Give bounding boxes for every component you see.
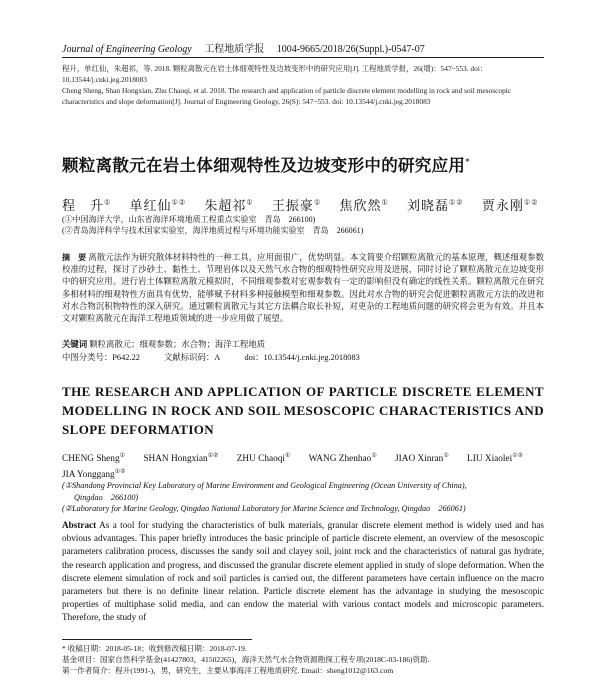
header-rule [62,57,544,58]
abstract-en-label: Abstract [62,520,97,530]
footnote-rule [62,639,252,640]
author-en: JIAO Xinran① [395,453,449,465]
abstract-zh [62,252,544,325]
affiliation-en-2: (②Laboratory for Marine Geology, Qingdao National Laboratory for Marine Science and Technology, Qingdao 266061) [62,504,466,513]
document-code: 文献标识码：A [164,353,221,362]
author-en: JIA Yonggang①② [62,469,126,481]
citation-zh: 程升，单红仙，朱超祁，等. 2018. 颗粒离散元在岩土体细观特性及边坡变形中的研究应用[J]. 工程地质学报，26(增)：547~553. doi：10.13544/j.cnki.jeg.2018083 [62,64,488,84]
doi-zh: doi：10.13544/j.cnki.jeg.2018083 [244,353,360,362]
affiliation-en-1-city: Qingdao 266100) [74,492,139,502]
footnote-funding: 基金项目：国家自然科学基金(41427803，41502265)，海洋天然气水合物资源勘探工程专项(2018C-03-186)资助. [62,655,430,664]
keywords-zh-label: 关键词 [62,340,88,349]
author-list-zh [62,195,544,214]
author-zh: 朱超祁① [204,198,254,213]
journal-name-zh: 工程地质学报 [204,44,265,55]
footnote-received: * 收稿日期：2018-05-18；收到修改稿日期：2018-07-19. [62,644,247,653]
author-zh: 刘晓磊①② [407,198,464,213]
classification-zh [62,351,544,363]
author-en: WANG Zhenhao① [308,453,377,465]
title-zh-footnote-mark: * [465,157,471,168]
author-en: CHENG Sheng① [62,453,125,465]
abstract-zh-label: 摘 要 [62,253,87,262]
abstract-en [62,519,544,625]
author-en: ZHU Chaoqi① [236,453,291,465]
author-en: LIU Xiaolei①② [467,453,523,465]
author-zh: 贾永刚①② [481,198,539,213]
issn-code: 1004-9665/2018/26(Suppl.)-0547-07 [276,44,425,55]
affiliation-en-1: (①Shandong Provincial Key Laboratory of Marine Environment and Geological Engineering (Ocean University of China), [62,481,467,490]
abstract-en-text: As a tool for studying the characteristics of bulk materials, granular discrete element method is widely used and has obvious advantages. This paper briefly introduces the basic principle of particle discrete element, an overview of the mesoscopic parameters calibration process, discusses the sandy soil and clayey soil, joint rock and the characteristics of natural gas hydrate, the research application and progress, and discussed the granular discrete element applied in study of slope deformation. When the discrete element simulation of rock and soil particles is carried out, the different parameters have certain influence on the macro parameters but there is no definite linear relation. Particle discrete element has the advantage in studying the mesoscopic properties of multiphase solid media, and can endow the material with various contact models and microscopic parameters. Therefore, the study of [62,520,545,623]
footnote-author: 第一作者简介：程升(1991-)，男，研究生，主要从事海洋工程地质研究. Email：sheng1012@163.com [62,666,394,675]
author-en: SHAN Hongxian①② [143,453,219,465]
keywords-zh [62,338,544,350]
affiliation-zh-1: (①中国海洋大学，山东省海洋环境地质工程重点实验室 青岛 266100) [62,215,316,224]
affiliations-zh [62,214,544,236]
author-zh: 焦欣然① [339,198,389,213]
clc-number: 中图分类号：P642.22 [62,353,140,362]
title-zh [62,152,544,176]
keywords-zh-text: 颗粒离散元；细观参数；水合物；海洋工程地质 [89,340,266,349]
title-zh-text: 颗粒离散元在岩土体细观特性及边坡变形中的研究应用 [62,156,466,175]
title-en: THE RESEARCH AND APPLICATION OF PARTICLE DISCRETE ELEMENT MODELLING IN ROCK AND SOIL MESOSCOPIC CHARACTERISTICS AND SLOPE DEFORMATION [62,384,544,437]
author-zh: 单红仙①② [129,198,187,213]
abstract-zh-text: 离散元法作为研究散体材料特性的一种工具，应用面很广，优势明显。本文简要介绍颗粒离散元的基本原理，概述细观参数校准的过程，探讨了沙砂土、黏性土、节理岩体以及天然气水合物的细观特性研究应用及进展，同时讨论了颗粒离散元在边坡变形中的研究应用。进行岩土体颗粒离散元模拟时，不同细观参数对宏观参数有一定的影响但没有确定的线性关系。颗粒离散元在研究多相材料的细观特性方面具有优势，能够赋予材料多种接触模型和细观参数。因此对水合物的研究会促进颗粒离散元方法的改进和对水合物沉积物特性的深入研究。通过颗粒离散元与其它方法耦合取长补短，对更杂的工程地质问题的研究将会更为有效。并且本文对颗粒离散元在海洋工程地质领域的进一步应用做了展望。 [62,253,545,324]
author-zh: 王振豪① [271,198,322,213]
citation-block [62,63,544,107]
journal-name-en: Journal of Engineering Geology [62,44,192,55]
citation-en: Cheng Sheng, Shan Hongxian, Zhu Chaoqi, et al. 2018. The research and application of particle discrete element modelling in rock and soil mesoscopic characteristics and slope deformation[J]. Journal of Engineering Geology, 26(S): 547~553. doi: 10.13544/j.cnki.jeg.2018083 [62,86,512,106]
affiliations-en [62,480,544,515]
author-zh: 程 升① [62,198,112,213]
footnotes [62,643,544,676]
author-list-en [62,450,544,482]
running-header [62,40,544,55]
affiliation-zh-2: (②青岛海洋科学与技术国家实验室，海洋地质过程与环境功能实验室 青岛 266061) [62,226,364,235]
